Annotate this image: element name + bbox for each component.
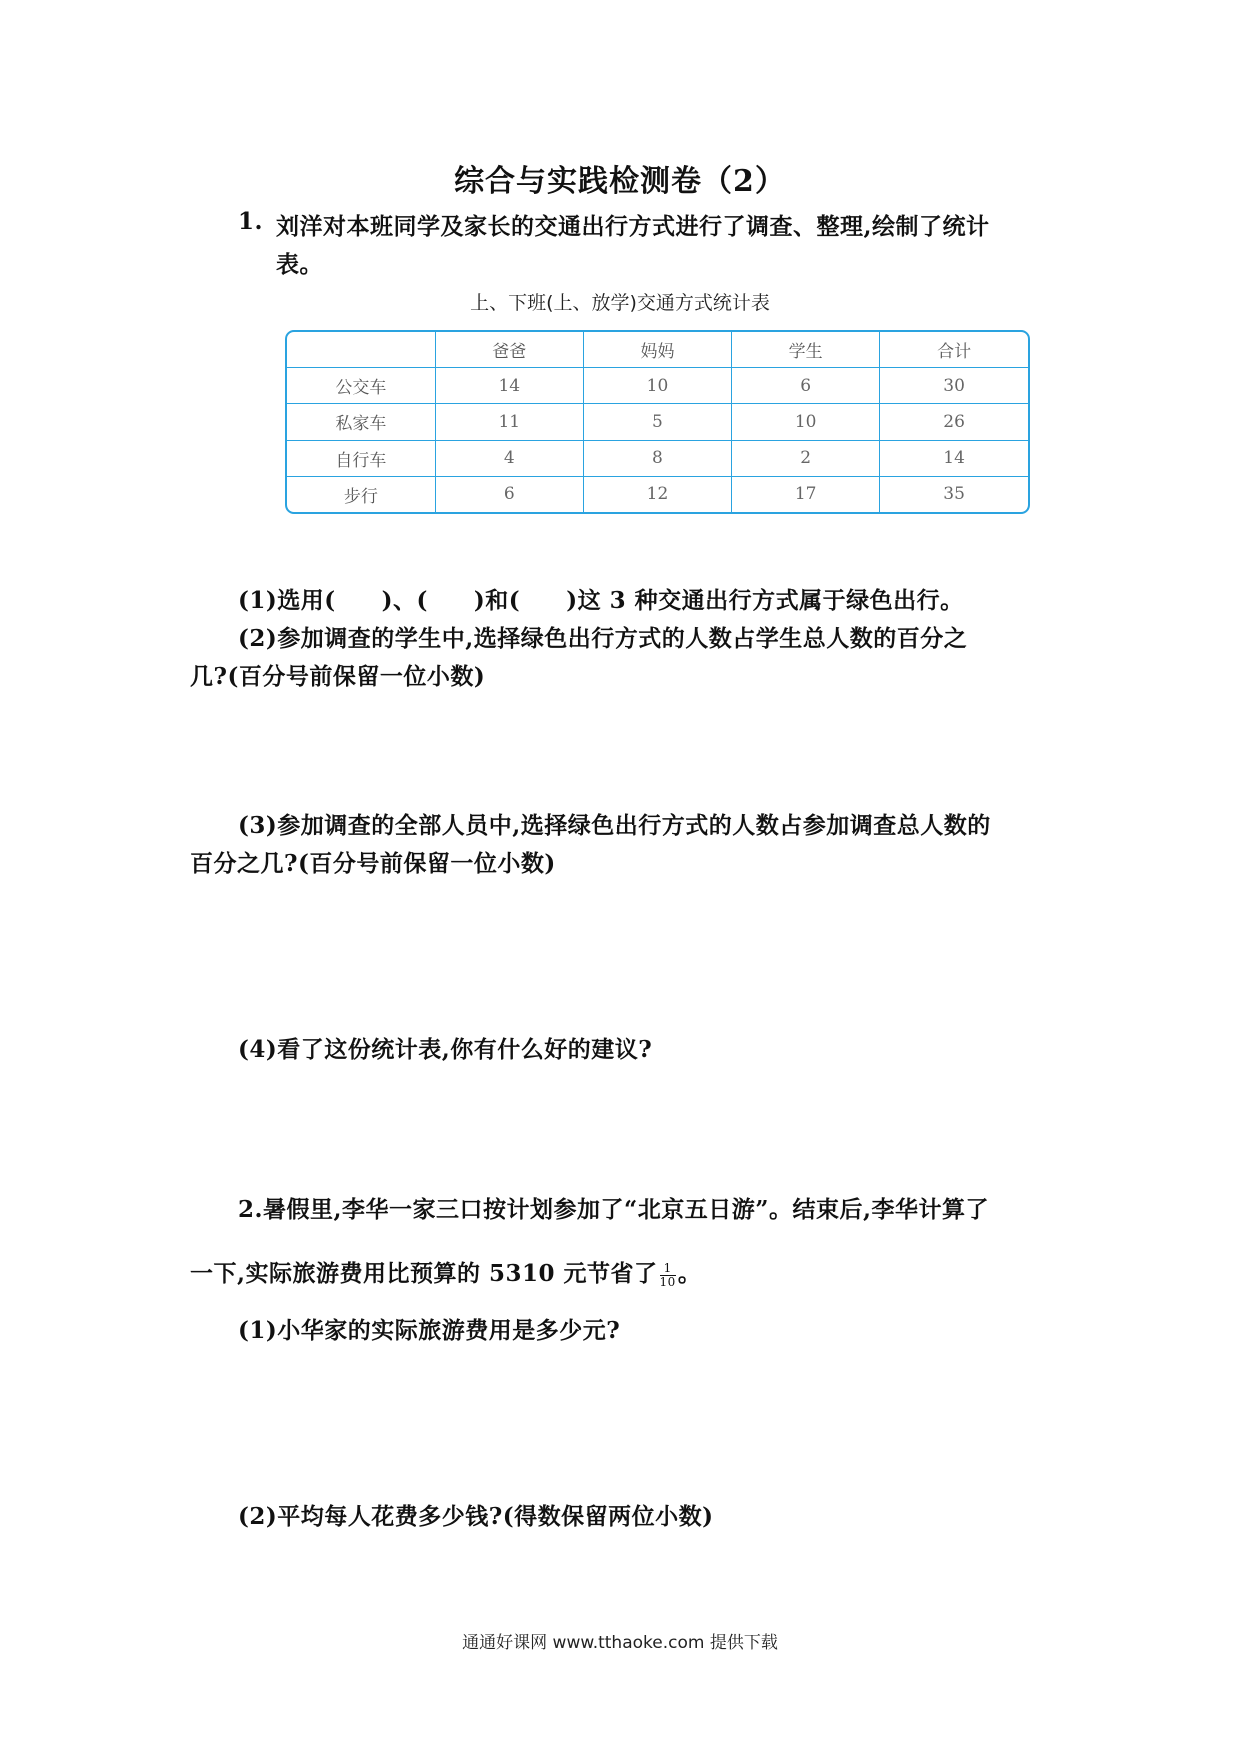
table-cell: 17 [732,476,880,512]
table-header-cell [287,332,435,368]
table-cell: 14 [435,368,583,404]
table-header-row [287,332,1028,368]
table-header-cell: 爸爸 [435,332,583,368]
table-header-cell: 合计 [880,332,1028,368]
table-cell: 30 [880,368,1028,404]
q2-sub1: (1)小华家的实际旅游费用是多少元? [238,1317,621,1344]
table-cell: 8 [583,440,731,476]
footer-source: 通通好课网 www.tthaoke.com 提供下载 [462,1633,778,1653]
q1-sub1-part-a: (1)选用( [238,587,336,614]
table-row-label: 自行车 [287,440,435,476]
table-row [287,476,1028,512]
q1-sub1-part-d: )这 3 种交通出行方式属于绿色出行。 [566,587,964,614]
table-cell: 10 [732,404,880,440]
table-caption: 上、下班(上、放学)交通方式统计表 [470,292,770,314]
q2-text-line2-main: 一下,实际旅游费用比预算的 5310 元节省了 [190,1260,658,1287]
table-cell: 26 [880,404,1028,440]
table-cell: 14 [880,440,1028,476]
q2-sub2: (2)平均每人花费多少钱?(得数保留两位小数) [238,1503,714,1530]
q1-sub1 [238,582,964,615]
q1-text-line2: 表。 [276,251,323,278]
table-row [287,440,1028,476]
table-cell: 12 [583,476,731,512]
q1-sub1-part-c: )和( [473,587,521,614]
table-row-label: 步行 [287,476,435,512]
table-cell: 6 [732,368,880,404]
table-cell: 5 [583,404,731,440]
stats-table [285,330,1030,514]
fraction [660,1262,676,1289]
page-title: 综合与实践检测卷（2） [454,164,786,199]
q1-text-line1: 刘洋对本班同学及家长的交通出行方式进行了调查、整理,绘制了统计 [276,213,990,240]
table-row [287,404,1028,440]
q1-sub4: (4)看了这份统计表,你有什么好的建议? [238,1036,653,1063]
q2-text-line2-end: 。 [677,1260,702,1287]
q2-text-line1: 2.暑假里,李华一家三口按计划参加了“北京五日游”。结束后,李华计算了 [238,1196,989,1223]
table-row-label: 公交车 [287,368,435,404]
table-cell: 4 [435,440,583,476]
q1-number: 1. [238,208,264,235]
q2-text-line2 [190,1255,701,1289]
q1-sub3-line2: 百分之几?(百分号前保留一位小数) [190,850,556,877]
table-header-cell: 妈妈 [583,332,731,368]
table-row [287,368,1028,404]
q1-sub1-part-b: )、( [381,587,428,614]
table-cell: 11 [435,404,583,440]
table-row-label: 私家车 [287,404,435,440]
table-header-cell: 学生 [732,332,880,368]
fraction-denominator: 10 [659,1274,676,1289]
fraction-numerator: 1 [660,1262,676,1276]
q1-sub2-line1: (2)参加调查的学生中,选择绿色出行方式的人数占学生总人数的百分之 [238,625,968,652]
q1-sub3-line1: (3)参加调查的全部人员中,选择绿色出行方式的人数占参加调查总人数的 [238,812,991,839]
q1-sub2-line2: 几?(百分号前保留一位小数) [190,663,486,690]
table-cell: 10 [583,368,731,404]
table-cell: 35 [943,484,965,505]
table-cell: 6 [435,476,583,512]
table-cell: 2 [732,440,880,476]
